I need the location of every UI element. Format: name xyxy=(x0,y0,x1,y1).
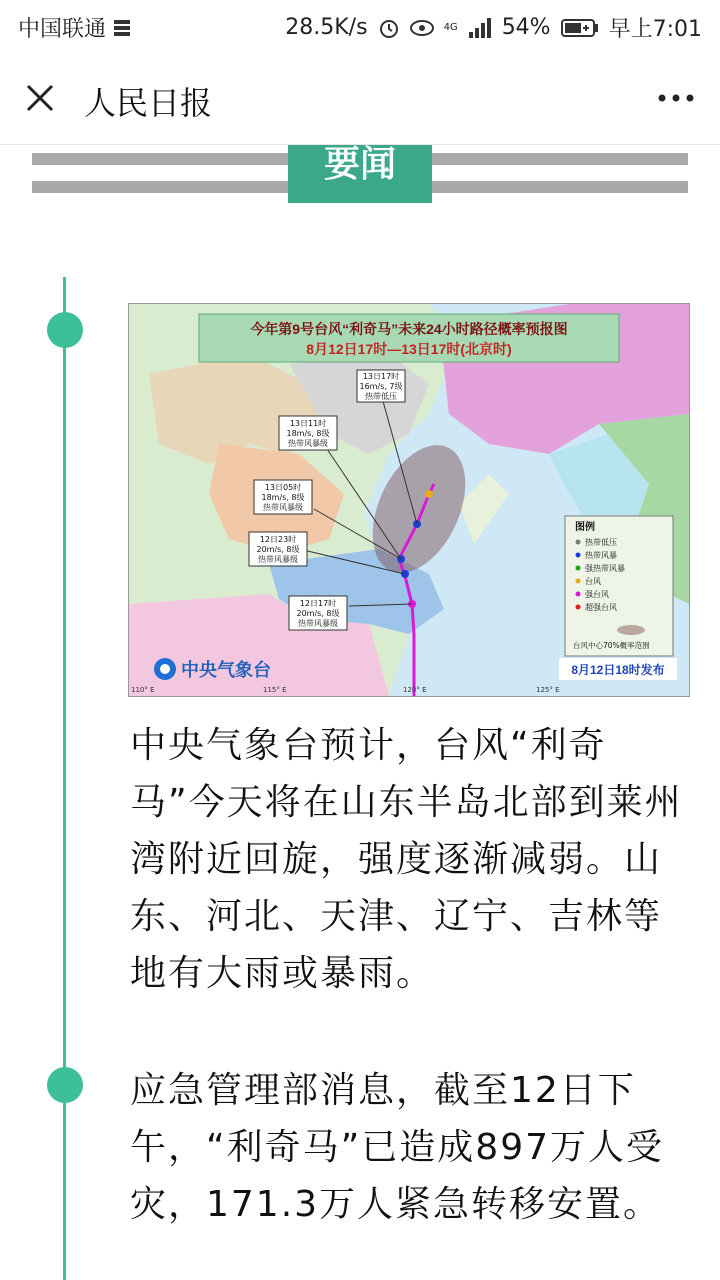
clock-time: 早上7:01 xyxy=(608,17,702,42)
article-content xyxy=(0,145,720,1280)
legend-area-label: 台风中心70%概率范围 xyxy=(573,641,650,650)
map-label-grade: 热带风暴级 xyxy=(298,619,338,628)
typhoon-forecast-map xyxy=(128,303,690,697)
article-paragraph: 应急管理部消息，截至12日下午，“利奇马”已造成897万人受灾，171.3万人紧急转移安置。 xyxy=(130,1070,665,1225)
more-icon[interactable] xyxy=(654,80,698,116)
legend-item: 热带风暴 xyxy=(585,551,617,560)
map-label-grade: 热带风暴级 xyxy=(288,439,328,448)
carrier-label: 中国联通 xyxy=(18,17,107,42)
axis-tick: 120° E xyxy=(403,686,427,694)
map-label-grade: 热带低压 xyxy=(365,392,397,401)
timeline-dot xyxy=(47,312,83,348)
sim-card-icon xyxy=(112,18,132,38)
map-label-speed: 20m/s, 8级 xyxy=(256,545,300,554)
map-label-time: 12日17时 xyxy=(299,599,337,608)
legend-item: 强台风 xyxy=(585,590,609,599)
legend-title: 图例 xyxy=(575,522,595,533)
map-label-time: 13日17时 xyxy=(362,372,400,381)
map-label-grade: 热带风暴级 xyxy=(263,503,303,512)
signal-icon xyxy=(468,18,492,38)
agency-name: 中央气象台 xyxy=(181,660,271,680)
battery-percent: 54% xyxy=(501,15,551,40)
network-type: 4G xyxy=(443,21,458,33)
page-title: 人民日报 xyxy=(84,84,213,122)
map-legend xyxy=(565,516,673,656)
map-graphic xyxy=(129,304,689,696)
map-title-line2: 8月12日17时—13日17时(北京时) xyxy=(306,341,512,357)
battery-icon xyxy=(561,18,599,38)
status-bar xyxy=(0,0,720,52)
map-label-grade: 热带风暴级 xyxy=(258,555,298,564)
axis-tick: 125° E xyxy=(536,686,560,694)
map-label-speed: 16m/s, 7级 xyxy=(359,382,403,391)
timeline-line xyxy=(63,277,66,1280)
timeline-dot xyxy=(47,1067,83,1103)
legend-item: 超强台风 xyxy=(585,603,617,612)
axis-tick: 110° E xyxy=(131,686,155,694)
close-icon[interactable] xyxy=(20,78,60,118)
map-label-speed: 18m/s, 8级 xyxy=(286,429,330,438)
map-label-time: 13日05时 xyxy=(264,483,302,492)
alarm-icon xyxy=(378,17,400,39)
eye-icon xyxy=(410,19,434,37)
map-label-time: 13日11时 xyxy=(289,419,327,428)
axis-tick: 115° E xyxy=(263,686,287,694)
map-title-line1: 今年第9号台风“利奇马”未来24小时路径概率预报图 xyxy=(250,321,568,337)
article-paragraph: 中央气象台预计，台风“利奇马”今天将在山东半岛北部到莱州湾附近回旋，强度逐渐减弱。山东、河北、天津、辽宁、吉林等地有大雨或暴雨。 xyxy=(130,725,683,994)
map-label-speed: 20m/s, 8级 xyxy=(296,609,340,618)
network-speed: 28.5K/s xyxy=(285,15,368,40)
publish-time: 8月12日18时发布 xyxy=(571,663,665,677)
legend-item: 台风 xyxy=(585,577,601,586)
title-bar xyxy=(0,52,720,145)
map-label-time: 12日23时 xyxy=(259,535,297,544)
map-label-speed: 18m/s, 8级 xyxy=(261,493,305,502)
legend-item: 热带低压 xyxy=(585,538,617,547)
legend-item: 强热带风暴 xyxy=(585,564,625,573)
section-label: 要闻 xyxy=(288,145,432,203)
